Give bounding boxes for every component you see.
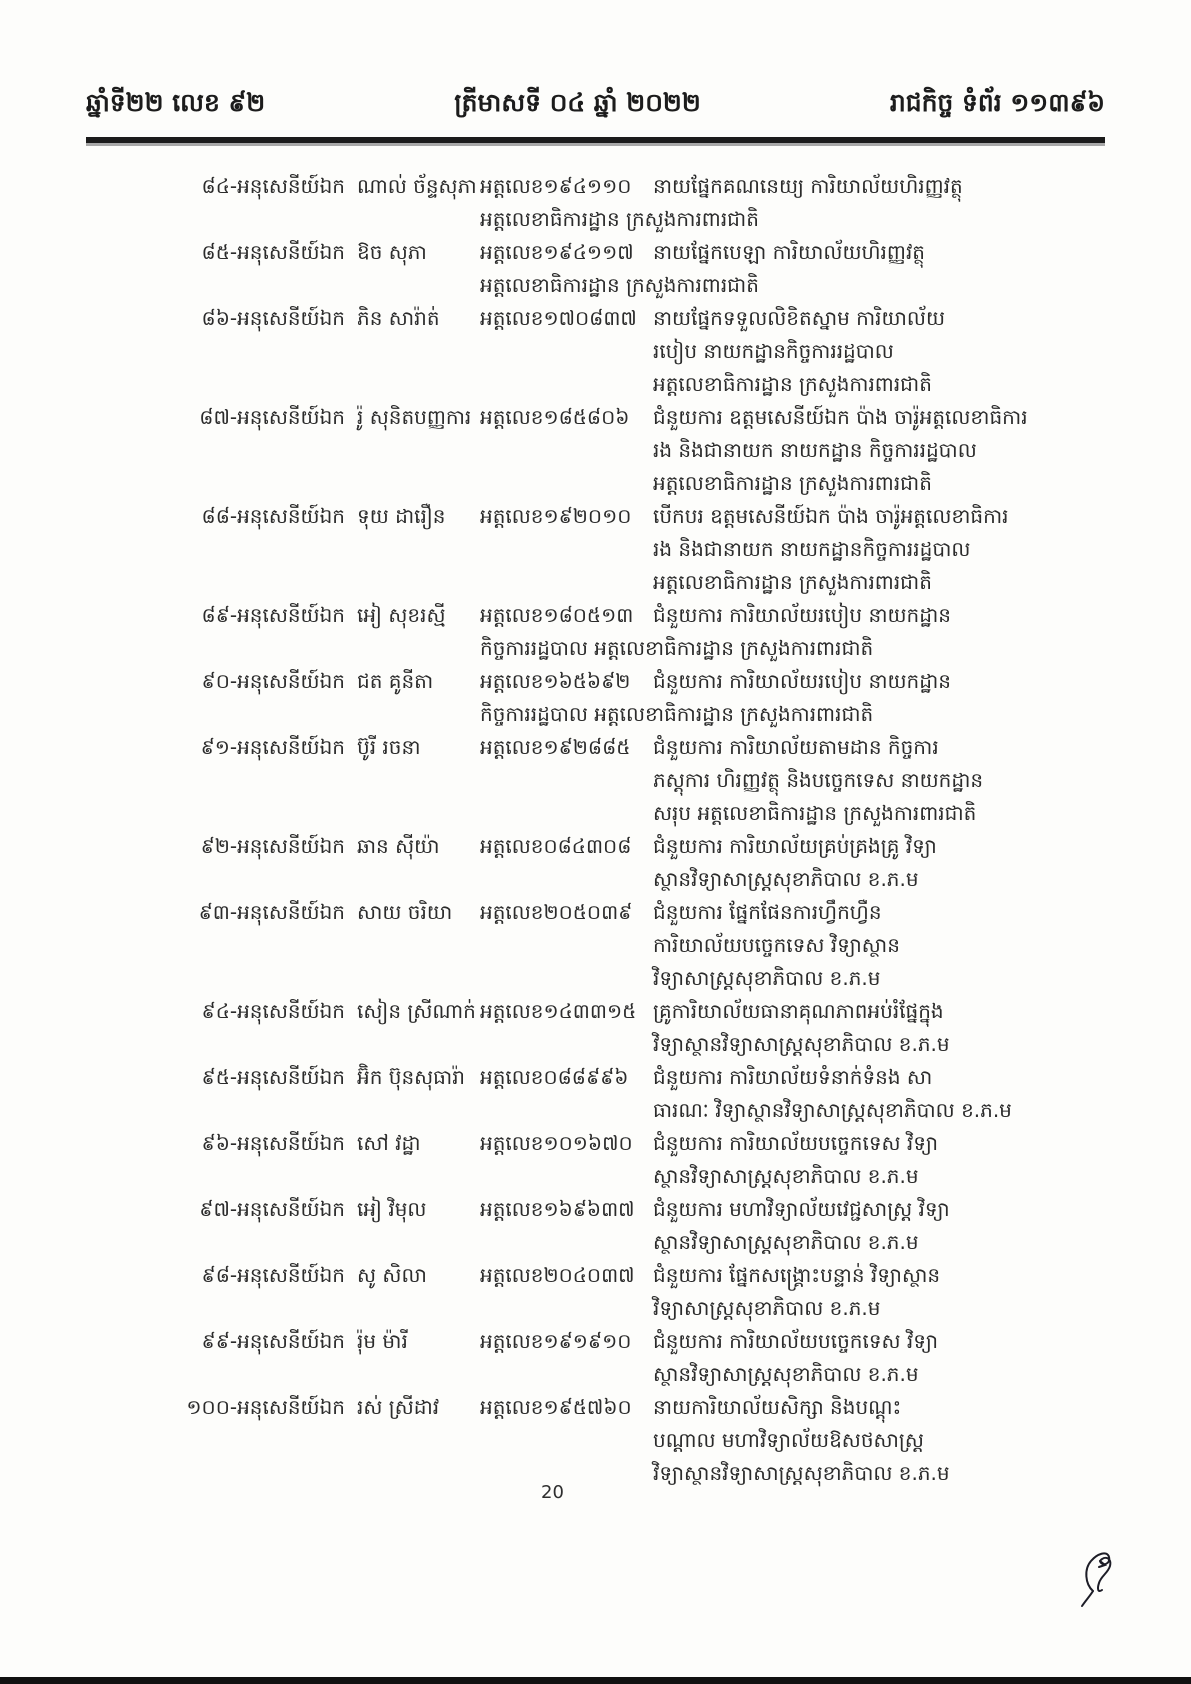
entry-name: អ៊ិក ប៊ុនសុធារ៉ា [357,1065,465,1089]
entry-desc: បើកបរ ឧត្តមសេនីយ៍ឯក ប៉ាង ចារ៉ូអត្តលេខាធិការ [653,504,1009,528]
entry-desc: ជំនួយការ ការិយាល័យរបៀប នាយកដ្ឋាន [653,669,951,693]
list-item [86,170,1107,236]
entry-name: រស់ ស្រីដាវ [357,1395,440,1419]
entry-name: សៅ វដ្ឋា [357,1131,421,1155]
entry-id: អត្តលេខ១៩៥៧៦០ [480,1395,632,1419]
entry-rank: ៩៦-អនុសេនីយ៍ឯក [201,1131,345,1155]
entry-desc: ជំនួយការ ការិយាល័យតាមដាន កិច្ចការ [653,735,939,759]
signature-mark [1076,1548,1118,1610]
entry-rank: ៩៣-អនុសេនីយ៍ឯក [198,900,345,924]
page-bottom-edge [0,1677,1191,1684]
entry-desc-continuation: អត្តលេខាធិការដ្ឋាន ក្រសួងការពារជាតិ [653,471,932,495]
entry-rank: ៩៥-អនុសេនីយ៍ឯក [201,1065,345,1089]
entry-desc: ជំនួយការ ការិយាល័យបច្ចេកទេស វិទ្យា [653,1131,938,1155]
entry-id: អត្តលេខ០៨៨៩៩៦ [480,1065,629,1089]
entry-desc: នាយការិយាល័យសិក្សា និងបណ្តុះ [653,1395,902,1419]
header-quarter: ត្រីមាសទី ០៤ ឆ្នាំ ២០២២ [454,88,701,117]
entry-desc-continuation: កិច្ចការរដ្ឋបាល អត្តលេខាធិការដ្ឋាន ក្រសួងការពារជាតិ [480,702,874,726]
list-item [86,830,1107,896]
entry-id: អត្តលេខ១៩៤១១០ [480,174,632,198]
entry-desc: ជំនួយការ មហាវិទ្យាល័យវេជ្ជសាស្ត្រ វិទ្យា [653,1197,950,1221]
entry-desc: ជំនួយការ ផ្នែកសង្គ្រោះបន្ទាន់ វិទ្យាស្ថាន [653,1263,941,1287]
entry-desc: នាយផ្នែកគណនេយ្យ ការិយាល័យហិរញ្ញវត្ថុ [653,174,963,198]
entry-name: សូ សិលា [357,1263,427,1287]
entry-id: អត្តលេខ០៨៤៣០៨ [480,834,632,858]
list-item [86,599,1107,665]
entry-desc: ជំនួយការ ការិយាល័យរបៀប នាយកដ្ឋាន [653,603,951,627]
entry-desc-continuation: របៀប នាយកដ្ឋានកិច្ចការរដ្ឋបាល [653,339,894,363]
entry-name: ណាល់ ច័ន្ទសុភា [357,174,477,198]
entry-desc-continuation: ការិយាល័យបច្ចេកទេស វិទ្យាស្ថាន [653,933,900,957]
list-item [86,1061,1107,1127]
entry-id: អត្តលេខ១៩២០១០ [480,504,632,528]
entry-desc-continuation: អត្តលេខាធិការដ្ឋាន ក្រសួងការពារជាតិ [480,207,759,231]
entry-name: រ៉ុម ម៉ារី [357,1329,408,1353]
entry-desc: ជំនួយការ ការិយាល័យបច្ចេកទេស វិទ្យា [653,1329,938,1353]
entry-desc-continuation: រង និងជានាយក នាយកដ្ឋាន កិច្ចការរដ្ឋបាល [653,438,977,462]
header-year-issue: ឆ្នាំទី២២ លេខ ៩២ [86,88,266,117]
list-item [86,302,1107,401]
entry-desc: គ្រូការិយាល័យធានាគុណភាពអប់រំផ្នែក្នុង [653,999,944,1023]
list-item [86,1391,1107,1490]
entry-name: ឆាន ស៊ីយ៉ា [357,834,440,858]
entry-rank: ៨៤-អនុសេនីយ៍ឯក [201,174,345,198]
entry-desc-continuation: វិទ្យាស្ថានវិទ្យាសាស្ត្រសុខាភិបាល ខ.ភ.ម [653,1032,950,1056]
entry-rank: ៩៨-អនុសេនីយ៍ឯក [201,1263,345,1287]
list-item [86,1193,1107,1259]
list-item [86,896,1107,995]
entry-desc-continuation: អត្តលេខាធិការដ្ឋាន ក្រសួងការពារជាតិ [480,273,759,297]
list-item [86,236,1107,302]
entry-id: អត្តលេខ១៩៤១១៧ [480,240,634,264]
entry-id: អត្តលេខ១៩១៩១០ [480,1329,632,1353]
list-item [86,995,1107,1061]
entry-id: អត្តលេខ២០៤០៣៧ [480,1263,635,1287]
entry-desc-continuation: វិទ្យាសាស្ត្រសុខាភិបាល ខ.ភ.ម [653,1296,881,1320]
entry-desc-continuation: កិច្ចការរដ្ឋបាល អត្តលេខាធិការដ្ឋាន ក្រសួងការពារជាតិ [480,636,874,660]
list-item [86,1259,1107,1325]
entry-desc-continuation: វិទ្យាសាស្ត្រសុខាភិបាល ខ.ភ.ម [653,966,881,990]
entry-rank: ៩១-អនុសេនីយ៍ឯក [200,735,345,759]
entry-rank: ១០០-អនុសេនីយ៍ឯក [186,1395,345,1419]
page-header [86,88,1105,124]
entry-desc-continuation: អត្តលេខាធិការដ្ឋាន ក្រសួងការពារជាតិ [653,570,932,594]
entry-name: អៀ វិមុល [357,1197,427,1221]
list-item [86,1325,1107,1391]
list-item [86,665,1107,731]
entry-id: អត្តលេខ១៨៥៨០៦ [480,405,630,429]
entry-desc: ជំនួយការ ការិយាល័យគ្រប់គ្រងគ្រូ វិទ្យា [653,834,937,858]
entry-desc: នាយផ្នែកទទួលលិខិតស្នាម ការិយាល័យ [653,306,946,330]
appointments-list [86,170,1107,1490]
header-divider [86,137,1105,143]
entry-name: ប៊ូរី រចនា [357,735,421,759]
entry-desc-continuation: រង និងជានាយក នាយកដ្ឋានកិច្ចការរដ្ឋបាល [653,537,971,561]
entry-desc-continuation: ស្ថានវិទ្យាសាស្ត្រសុខាភិបាល ខ.ភ.ម [653,1164,919,1188]
entry-rank: ៩៩-អនុសេនីយ៍ឯក [201,1329,345,1353]
entry-name: ឱច សុភា [357,240,427,264]
entry-id: អត្តលេខ១០១៦៧០ [480,1131,633,1155]
entry-desc-continuation: សរុប អត្តលេខាធិការដ្ឋាន ក្រសួងការពារជាតិ [653,801,977,825]
entry-rank: ៨៨-អនុសេនីយ៍ឯក [201,504,345,528]
entry-name: អៀ សុខរស្មី [357,603,446,627]
entry-name: ជត គូនីតា [357,669,434,693]
entry-desc-continuation: ស្ថានវិទ្យាសាស្ត្រសុខាភិបាល ខ.ភ.ម [653,867,919,891]
entry-rank: ៩២-អនុសេនីយ៍ឯក [200,834,345,858]
page-number: 20 [541,1482,564,1503]
entry-id: អត្តលេខ១៨០៥១៣ [480,603,634,627]
entry-desc: ជំនួយការ ការិយាល័យទំនាក់ទំនង សា [653,1065,933,1089]
entry-desc-continuation: ភស្តុការ ហិរញ្ញវត្ថុ និងបច្ចេកទេស នាយកដ្ឋាន [653,768,984,792]
entry-name: ភិន សារ៉ាត់ [357,306,440,330]
list-item [86,401,1107,500]
entry-name: សៀន ស្រីណាក់ [357,999,476,1023]
list-item [86,1127,1107,1193]
entry-rank: ៨៦-អនុសេនីយ៍ឯក [201,306,345,330]
list-item [86,500,1107,599]
entry-name: សាយ ចរិយា [357,900,453,924]
entry-id: អត្តលេខ១៦៩៦៣៧ [480,1197,635,1221]
entry-id: អត្តលេខ២០៥០៣៩ [480,900,633,924]
entry-rank: ៨៩-អនុសេនីយ៍ឯក [201,603,345,627]
entry-id: អត្តលេខ១៧០៨៣៧ [480,306,637,330]
entry-desc: នាយផ្នែកបេឡា ការិយាល័យហិរញ្ញវត្ថុ [653,240,925,264]
entry-rank: ៩៧-អនុសេនីយ៍ឯក [199,1197,345,1221]
entry-rank: ៨៧-អនុសេនីយ៍ឯក [199,405,345,429]
entry-desc-continuation: វិទ្យាស្ថានវិទ្យាសាស្ត្រសុខាភិបាល ខ.ភ.ម [653,1461,950,1485]
entry-name: រ៉ូ សុនិតបញ្ញការ [357,405,472,429]
entry-id: អត្តលេខ១៦៥៦៩២ [480,669,631,693]
entry-desc-continuation: ស្ថានវិទ្យាសាស្ត្រសុខាភិបាល ខ.ភ.ម [653,1230,919,1254]
entry-desc-continuation: អត្តលេខាធិការដ្ឋាន ក្រសួងការពារជាតិ [653,372,932,396]
entry-name: ទុយ ដារឿន [357,504,446,528]
entry-rank: ៨៥-អនុសេនីយ៍ឯក [201,240,345,264]
entry-desc: ជំនួយការ ឧត្តមសេនីយ៍ឯក ប៉ាង ចារ៉ូអត្តលេខាធិការ [653,405,1028,429]
entry-rank: ៩៤-អនុសេនីយ៍ឯក [201,999,345,1023]
entry-id: អត្តលេខ១៩២៨៨៥ [480,735,631,759]
entry-desc-continuation: ស្ថានវិទ្យាសាស្ត្រសុខាភិបាល ខ.ភ.ម [653,1362,919,1386]
header-gazette-page: រាជកិច្ច ទំព័រ ១១៣៩៦ [889,88,1105,117]
list-item [86,731,1107,830]
entry-rank: ៩០-អនុសេនីយ៍ឯក [201,669,345,693]
entry-id: អត្តលេខ១៤៣៣១៥ [480,999,637,1023]
entry-desc-continuation: ធារណៈ វិទ្យាស្ថានវិទ្យាសាស្ត្រសុខាភិបាល ខ.ភ.ម [653,1098,1012,1122]
entry-desc-continuation: បណ្តាល មហាវិទ្យាល័យឱសថសាស្ត្រ [653,1428,924,1452]
entry-desc: ជំនួយការ ផ្នែកផែនការហ្វឹកហ្វឺន [653,900,882,924]
